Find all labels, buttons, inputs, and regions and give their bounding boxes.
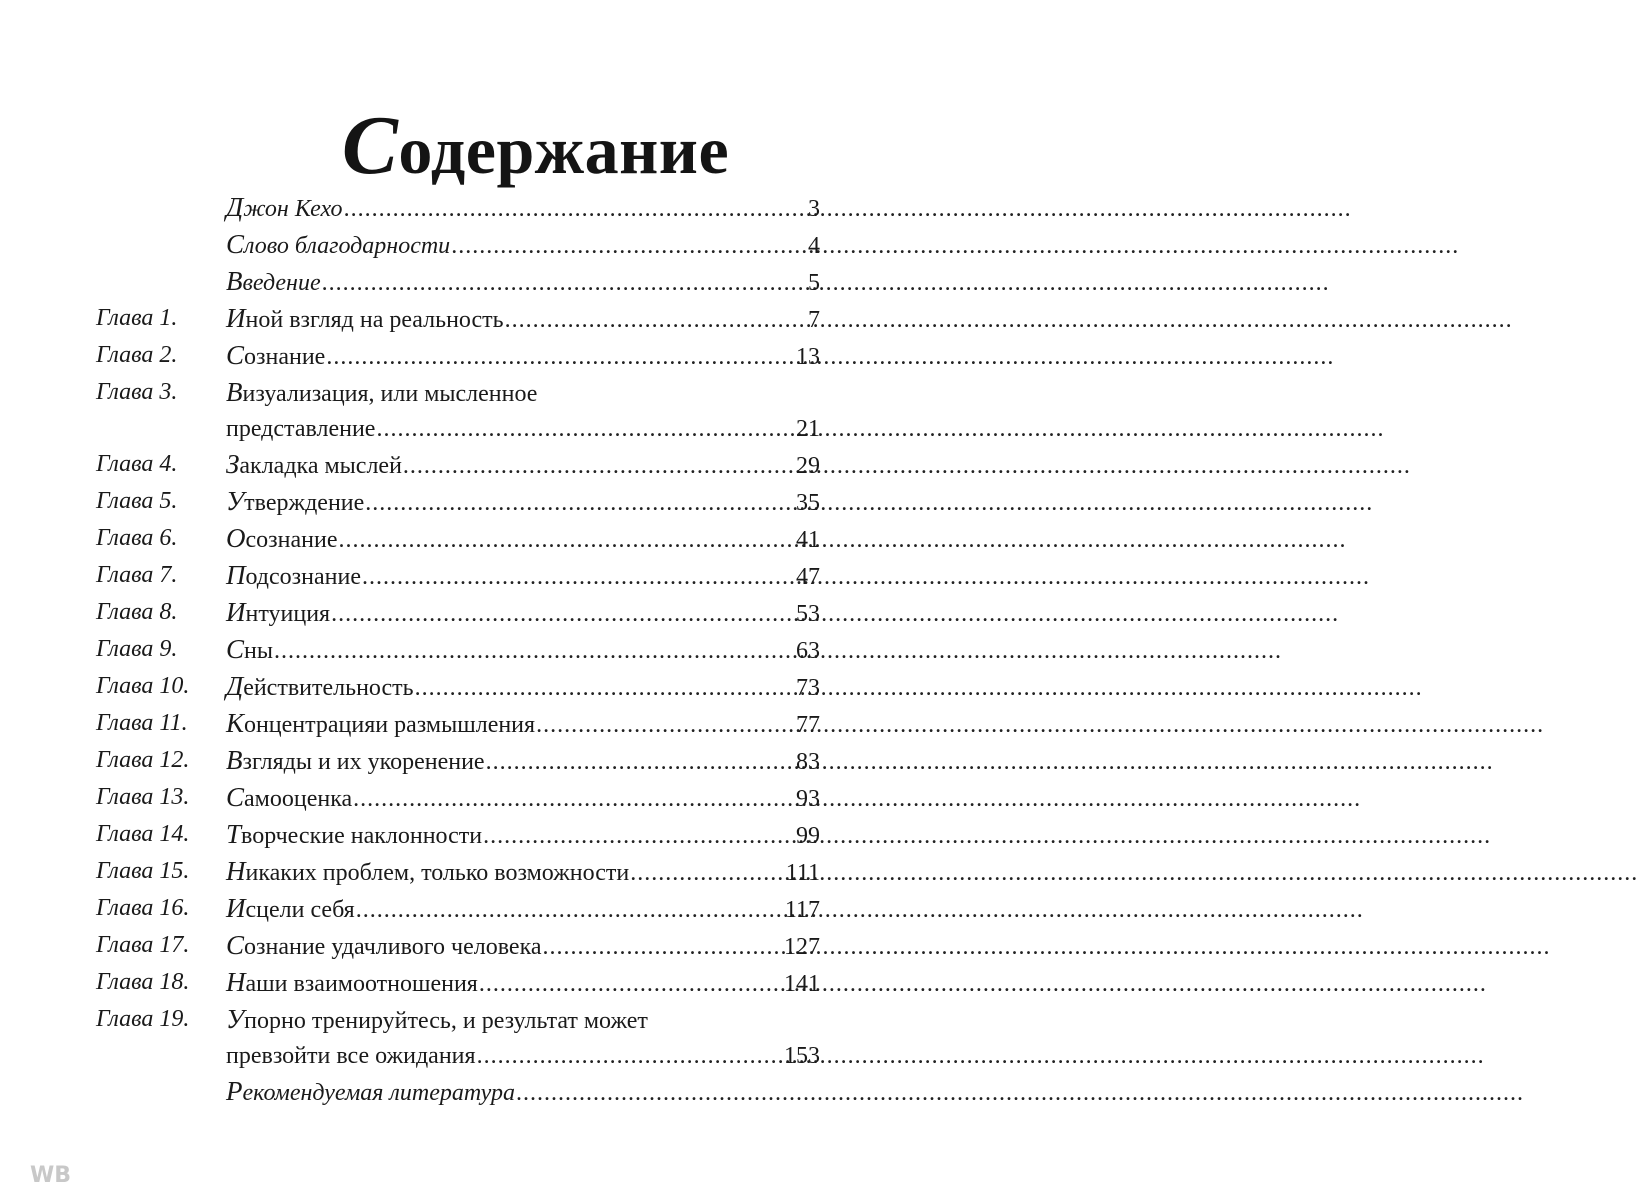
toc-row [96, 1002, 820, 1074]
toc-row [96, 780, 820, 817]
page-number: 47 [796, 564, 820, 590]
page-number: 21 [796, 416, 820, 442]
entry-line [226, 1039, 820, 1074]
toc-row [96, 1074, 820, 1111]
toc-entry [226, 706, 820, 743]
dot-leader [356, 893, 784, 928]
entry-line [226, 484, 820, 521]
page-number: 83 [796, 749, 820, 775]
dot-leader [344, 192, 807, 227]
entry-title: Закладка мыслей [226, 449, 402, 479]
entry-title: Подсознание [226, 560, 361, 590]
entry-line [226, 521, 820, 558]
dot-leader [536, 708, 795, 743]
page-number: 53 [796, 601, 820, 627]
page-number: 3 [808, 196, 820, 222]
entry-line [226, 669, 820, 706]
toc-row [96, 264, 820, 301]
entry-title: Рекомендуемая литература [226, 1076, 515, 1106]
entry-line [226, 854, 820, 891]
toc-entry [226, 190, 820, 227]
entry-title: Концентрацияи размышления [226, 708, 536, 738]
toc-entry [226, 854, 820, 891]
toc-row [96, 595, 820, 632]
toc-entry [226, 965, 820, 1002]
toc-row [96, 227, 820, 264]
dot-leader [353, 782, 795, 817]
chapter-label: Глава 10. [96, 673, 190, 699]
toc-row [96, 632, 820, 669]
toc-entry [226, 484, 820, 521]
entry-title-first-line [226, 375, 820, 412]
entry-line [226, 301, 820, 338]
toc-row [96, 558, 820, 595]
dot-leader [630, 856, 785, 891]
dot-leader [483, 819, 795, 854]
entry-title: Действительность [226, 671, 414, 701]
chapter-label: Глава 18. [96, 969, 190, 995]
dot-leader [322, 266, 807, 301]
toc-row [96, 854, 820, 891]
chapter-label: Глава 4. [96, 451, 178, 477]
entry-line [226, 558, 820, 595]
entry-title: Самооценка [226, 782, 353, 812]
toc-row [96, 484, 820, 521]
chapter-label: Глава 3. [96, 379, 178, 405]
toc-row [96, 301, 820, 338]
toc-row [96, 521, 820, 558]
chapter-label: Глава 15. [96, 858, 190, 884]
chapter-label: Глава 13. [96, 784, 190, 810]
page-number: 5 [808, 270, 820, 296]
entry-title: Осознание [226, 523, 338, 553]
entry-line [226, 706, 820, 743]
entry-line [226, 595, 820, 632]
toc-entry [226, 375, 820, 447]
entry-line [226, 264, 820, 301]
toc-entry [226, 632, 820, 669]
chapter-label: Глава 5. [96, 488, 178, 514]
dot-leader [376, 412, 795, 447]
dot-leader [365, 486, 795, 521]
toc-entry [226, 743, 820, 780]
entry-line [226, 338, 820, 375]
chapter-label: Глава 6. [96, 525, 178, 551]
entry-title: Наши взаимоотношения [226, 967, 478, 997]
entry-line [226, 780, 820, 817]
toc-entry [226, 817, 820, 854]
entry-title: Сны [226, 634, 273, 664]
toc-row [96, 891, 820, 928]
page-number: 153 [784, 1043, 820, 1069]
entry-line [226, 190, 820, 227]
page-title-initial: С [341, 98, 399, 192]
chapter-label: Глава 11. [96, 710, 188, 736]
toc-entry [226, 521, 820, 558]
entry-title: Джон Кехо [226, 192, 343, 222]
toc-entry [226, 1074, 820, 1111]
entry-line [226, 965, 820, 1002]
dot-leader [274, 634, 795, 669]
entry-title-first-line [226, 1002, 820, 1039]
dot-leader [415, 671, 795, 706]
page-number: 7 [808, 307, 820, 333]
entry-line [226, 227, 820, 264]
page-number: 127 [784, 934, 820, 960]
toc-entry [226, 447, 820, 484]
entry-line [226, 447, 820, 484]
entry-title: Утверждение [226, 486, 365, 516]
dot-leader [362, 560, 795, 595]
toc-entry [226, 891, 820, 928]
chapter-label: Глава 17. [96, 932, 190, 958]
toc-row [96, 338, 820, 375]
entry-line [226, 891, 820, 928]
page-number: 35 [796, 490, 820, 516]
toc-entry [226, 780, 820, 817]
chapter-label: Глава 8. [96, 599, 178, 625]
dot-leader [338, 523, 795, 558]
entry-title: Взгляды и их укоренение [226, 745, 485, 775]
toc-entry [226, 595, 820, 632]
toc-entry [226, 227, 820, 264]
entry-title-lead: Упорно тренируйтесь, и результат может [226, 1004, 648, 1034]
entry-line [226, 1074, 820, 1111]
chapter-label: Глава 7. [96, 562, 178, 588]
page-number: 63 [796, 638, 820, 664]
page-number: 77 [796, 712, 820, 738]
dot-leader [331, 597, 795, 632]
table-of-contents [96, 190, 820, 1111]
entry-line [226, 817, 820, 854]
dot-leader [486, 745, 795, 780]
page-number: 93 [796, 786, 820, 812]
toc-entry [226, 264, 820, 301]
entry-title: Сознание удачливого человека [226, 930, 542, 960]
page-number: 117 [784, 897, 820, 923]
toc-row [96, 447, 820, 484]
chapter-label: Глава 14. [96, 821, 190, 847]
toc-entry [226, 338, 820, 375]
toc-entry [226, 1002, 820, 1074]
chapter-label: Глава 19. [96, 1006, 190, 1032]
entry-line [226, 632, 820, 669]
entry-title: Творческие наклонности [226, 819, 483, 849]
entry-title: Введение [226, 266, 321, 296]
chapter-label: Глава 12. [96, 747, 190, 773]
toc-row [96, 706, 820, 743]
toc-row [96, 743, 820, 780]
dot-leader [543, 930, 783, 965]
toc-entry [226, 928, 820, 965]
toc-entry [226, 558, 820, 595]
page-title-rest: одержание [398, 111, 730, 188]
page-number: 111 [785, 860, 820, 886]
page-number: 99 [796, 823, 820, 849]
entry-title: Исцели себя [226, 893, 355, 923]
page-number: 13 [796, 344, 820, 370]
page-number: 4 [808, 233, 820, 259]
toc-row [96, 190, 820, 227]
entry-title: Слово благодарности [226, 229, 451, 259]
dot-leader [477, 1039, 783, 1074]
page-number: 29 [796, 453, 820, 479]
chapter-label: Глава 16. [96, 895, 190, 921]
entry-title: Сознание [226, 340, 326, 370]
dot-leader [505, 303, 807, 338]
entry-title: Никаких проблем, только возможности [226, 856, 630, 886]
chapter-label: Глава 9. [96, 636, 178, 662]
toc-entry [226, 669, 820, 706]
entry-line [226, 743, 820, 780]
toc-row [96, 817, 820, 854]
entry-title: представление [226, 416, 376, 442]
dot-leader [403, 449, 795, 484]
dot-leader [516, 1076, 819, 1111]
entry-line [226, 928, 820, 965]
chapter-label: Глава 2. [96, 342, 178, 368]
dot-leader [326, 340, 795, 375]
page-number: 41 [796, 527, 820, 553]
chapter-label: Глава 1. [96, 305, 178, 331]
dot-leader [451, 229, 807, 264]
dot-leader [479, 967, 783, 1002]
entry-line [226, 412, 820, 447]
entry-title: превзойти все ожидания [226, 1043, 476, 1069]
toc-row [96, 669, 820, 706]
page-number: 141 [784, 971, 820, 997]
toc-row [96, 965, 820, 1002]
corner-watermark: WB [30, 1163, 72, 1188]
entry-title: Интуиция [226, 597, 331, 627]
page-title [0, 98, 1071, 192]
toc-row [96, 375, 820, 447]
page-number: 73 [796, 675, 820, 701]
toc-entry [226, 301, 820, 338]
entry-title-lead: Визуализация, или мысленное [226, 377, 538, 407]
entry-title: Иной взгляд на реальность [226, 303, 504, 333]
toc-row [96, 928, 820, 965]
